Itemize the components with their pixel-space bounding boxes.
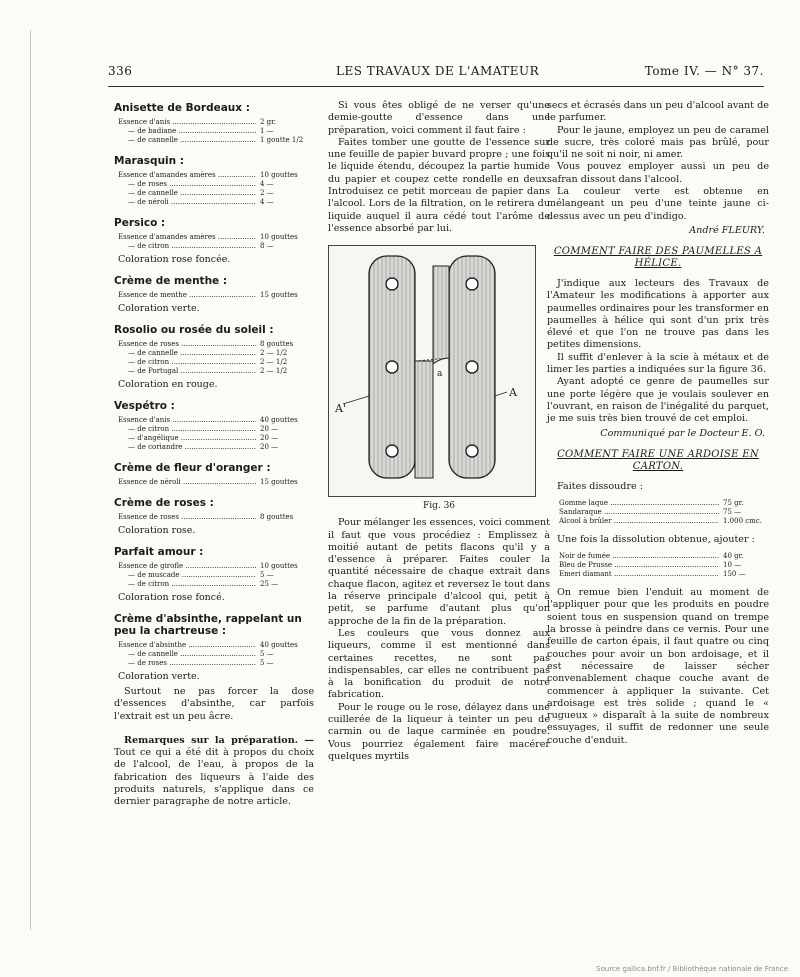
ingredient-row	[118, 434, 314, 443]
ingredient-name: Essence d'amandes amères .....	[118, 171, 256, 180]
label-a: A	[509, 386, 517, 400]
remarques-paragraph	[114, 735, 314, 809]
ingredient-row	[118, 358, 314, 367]
figure-36	[328, 245, 536, 497]
recipe-ingredients	[118, 562, 314, 589]
ingredient-name: Gomme laque .....	[559, 499, 719, 508]
screw-hole	[386, 361, 398, 373]
ingredient-quantity: 1.000 cmc.	[723, 516, 762, 525]
ingredient-name: Alcool à brûler .....	[559, 517, 719, 526]
paragraph: La couleur verte est obtenue en mélangeant un peu d'une teinte jaune ci-dessus avec un peu d'indigo.	[547, 186, 769, 222]
recipe-title: Crème de fleur d'oranger :	[114, 462, 271, 474]
screw-hole	[466, 361, 478, 373]
ingredient-name: Essence de menthe .....	[118, 291, 256, 300]
ingredient-row	[118, 291, 314, 300]
recipe-ingredients	[118, 233, 314, 251]
ingredient-name: — de cannelle .....	[118, 349, 256, 358]
ingredient-quantity: 40 gouttes	[260, 641, 298, 649]
recipe-ingredients	[118, 171, 314, 207]
label-small-a: a	[437, 369, 443, 380]
recipe-title: Crème de roses :	[114, 497, 214, 509]
ingredient-name: — de roses .....	[118, 659, 256, 668]
recipe-note: Coloration verte.	[118, 303, 200, 314]
ingredient-quantity: 1 goutte 1/2	[260, 136, 304, 144]
ingredient-name: — de cannelle .....	[118, 136, 256, 145]
recipe-note: Coloration rose foncé.	[118, 592, 225, 603]
ingredient-quantity: 25 —	[260, 580, 279, 588]
screw-hole	[466, 445, 478, 457]
recipe-ingredients	[118, 416, 314, 452]
ingredient-quantity: 150 —	[723, 570, 746, 579]
ingredient-quantity: 10 gouttes	[260, 233, 298, 241]
ingredient-name: — de citron .....	[118, 580, 256, 589]
screw-hole	[386, 278, 398, 290]
recipe-title: Parfait amour :	[114, 546, 204, 558]
ingredient-row	[559, 517, 769, 526]
recipe-note: Coloration rose foncée.	[118, 254, 231, 265]
ingredient-row	[118, 171, 314, 180]
ingredient-row	[118, 425, 314, 434]
absinthe-advice: Surtout ne pas forcer la dose d'essences d'absinthe, car parfois l'extrait est un peu âcre.	[114, 686, 314, 722]
ingredient-name: Noir de fumée .....	[559, 552, 719, 561]
ingredient-quantity: 2 — 1/2	[260, 367, 288, 375]
screw-hole	[386, 445, 398, 457]
recipe-note: Coloration en rouge.	[118, 379, 218, 390]
ingredient-row	[118, 659, 314, 668]
ingredient-row	[118, 416, 314, 425]
ingredient-row	[118, 127, 314, 136]
ingredient-row	[118, 650, 314, 659]
ingredient-quantity: 2 gr.	[260, 118, 276, 126]
recipe-note: Coloration rose.	[118, 525, 196, 536]
section-title-ardoise: COMMENT FAIRE UNE ARDOISE EN CARTON.	[557, 448, 759, 472]
recipe-title: Vespétro :	[114, 400, 175, 412]
ingredient-row	[118, 513, 314, 522]
page-number: 336	[108, 64, 133, 78]
ingredient-name: Essence d'absinthe .....	[118, 641, 256, 650]
ingredient-name: — de muscade .....	[118, 571, 256, 580]
ingredient-row	[118, 180, 314, 189]
ingredient-quantity: 15 gouttes	[260, 291, 298, 299]
ingredient-quantity: 1 —	[260, 127, 274, 135]
remarques-text: Tout ce qui a été dit à propos du choix de l'alcool, de l'eau, à propos de la fabrication des liqueurs à l'aide des produits naturels, s'applique dans ce dernier paragraphe de notre article.	[114, 747, 314, 808]
ingredient-quantity: 2 — 1/2	[260, 349, 288, 357]
ingredient-name: — de citron .....	[118, 425, 256, 434]
column-middle	[328, 100, 550, 763]
ingredient-name: — de badiane .....	[118, 127, 256, 136]
ingredient-row	[118, 242, 314, 251]
ingredient-quantity: 2 — 1/2	[260, 358, 288, 366]
ingredient-row	[118, 478, 314, 487]
paragraph: Les couleurs que vous donnez aux liqueurs, comme il est mentionné dans certaines recettes, ne sont pas indispensables, car elles ne contribuent pas à la bonification du produit de notre fabrication.	[328, 627, 550, 701]
recipe-ingredients	[118, 641, 314, 668]
ingredient-quantity: 10 —	[723, 561, 742, 570]
page-header	[108, 64, 764, 84]
recipe-title: Rosolio ou rosée du soleil :	[114, 324, 274, 336]
ingredient-name: — de citron .....	[118, 242, 256, 251]
ingredient-name: Essence d'anis .....	[118, 416, 256, 425]
paragraph: Une fois la dissolution obtenue, ajouter :	[557, 533, 755, 545]
author-signature: André FLEURY.	[689, 224, 765, 236]
recipe-ingredients	[118, 291, 314, 300]
ingredient-quantity: 15 gouttes	[260, 478, 298, 486]
ingredient-row	[118, 571, 314, 580]
paragraph: Pour mélanger les essences, voici comment il faut que vous procédiez : Emplissez à moitié autant de petits flacons qu'il y a d'essence à préparer. Faites couler la quantité nécessaire de chaque extrait dans chaque flacon, agitez et reversez le tout dans la réserve principale d'alcool qui, petit à petit, se parfume d'autant plus qu'on approche de la fin de la préparation.	[328, 517, 550, 627]
label-a-prime: A'	[335, 402, 346, 416]
ingredient-quantity: 2 —	[260, 189, 274, 197]
ingredient-name: Essence de roses .....	[118, 513, 256, 522]
column-recipes	[114, 100, 314, 809]
scan-edge	[30, 30, 31, 930]
ingredient-name: — de citron .....	[118, 358, 256, 367]
ingredient-name: — de roses .....	[118, 180, 256, 189]
ingredient-quantity: 5 —	[260, 659, 274, 667]
hinge-knuckle-upper	[433, 266, 449, 364]
ingredient-quantity: 8 —	[260, 242, 274, 250]
ingredient-quantity: 40 gr.	[723, 552, 744, 561]
recipe-note: Coloration verte.	[118, 671, 200, 682]
ingredient-name: Essence d'anis .....	[118, 118, 256, 127]
ingredient-row	[118, 136, 314, 145]
ingredient-row	[559, 499, 769, 508]
ingredient-quantity: 5 —	[260, 571, 274, 579]
ingredient-name: Essence de néroli .....	[118, 478, 256, 487]
ingredient-name: — de cannelle .....	[118, 650, 256, 659]
ingredient-quantity: 4 —	[260, 180, 274, 188]
recipe-title: Persico :	[114, 217, 166, 229]
source-credit: Source gallica.bnf.fr / Bibliothèque nationale de France	[596, 965, 788, 973]
ingredient-row	[559, 508, 769, 517]
ingredient-name: — de Portugal .....	[118, 367, 256, 376]
paragraph: On remue bien l'enduit au moment de l'appliquer pour que les produits en poudre soient tous en suspension quand on trempe la brosse à peindre dans ce vernis. Pour une feuille de carton épais, il faut quatre ou cinq couches pour avoir un bon ardoisage, et il est nécessaire de laisser sécher convenablement chaque couche avant de commencer à appliquer la suivante. Cet ardoisage est très solide ; quand le « rugueux » disparaît à la suite de nombreux essuyages, il suffit de redonner une seule couche d'enduit.	[547, 587, 769, 746]
ingredient-name: — de cannelle .....	[118, 189, 256, 198]
ingredient-quantity: 40 gouttes	[260, 416, 298, 424]
ingredient-row	[118, 443, 314, 452]
ingredient-row	[118, 189, 314, 198]
recipe-ingredients	[118, 118, 314, 145]
paragraph: Ayant adopté ce genre de paumelles sur une porte légère que je voulais soulever en l'ouvrant, en raison de l'inégalité du parquet, je me suis très bien trouvé de cet emploi.	[547, 376, 769, 425]
paragraph: Faites tomber une goutte de l'essence sur une feuille de papier buvard propre ; une fois le liquide étendu, découpez la partie humide du papier et coupez cette rondelle en deux. Introduisez ce petit morceau de papier dans l'alcool. Lors de la filtration, on le retirera du liquide auquel il aura cédé tout l'arôme de l'essence absorbé par lui.	[328, 136, 550, 234]
author-signature: Communiqué par le Docteur E. O.	[600, 427, 765, 439]
ingredient-quantity: 8 gouttes	[260, 340, 294, 348]
column-right	[547, 100, 769, 747]
ingredient-row	[118, 349, 314, 358]
header-rule	[108, 86, 764, 87]
ingredient-name: Essence de girofle .....	[118, 562, 256, 571]
ingredients-table-2	[559, 552, 769, 579]
ingredient-row	[118, 233, 314, 242]
recipe-title: Marasquin :	[114, 155, 184, 167]
ingredient-quantity: 8 gouttes	[260, 513, 294, 521]
recipe-title: Crème d'absinthe, rappelant un peu la chartreuse :	[114, 613, 302, 637]
ingredient-row	[118, 580, 314, 589]
section-title-paumelles: COMMENT FAIRE DES PAUMELLES A HÉLICE.	[553, 245, 763, 269]
ingredient-row	[118, 562, 314, 571]
remarques-heading: Remarques sur la préparation. —	[124, 734, 314, 746]
figure-caption: Fig. 36	[422, 501, 456, 512]
paragraph: Vous pouvez employer aussi un peu de safran dissout dans l'alcool.	[547, 161, 769, 185]
ingredient-name: — de néroli .....	[118, 198, 256, 207]
recipe-ingredients	[118, 513, 314, 522]
ingredient-row	[559, 561, 769, 570]
ingredient-quantity: 75 gr.	[723, 498, 744, 507]
ingredient-quantity: 75 —	[723, 507, 742, 516]
recipe-title: Crème de menthe :	[114, 275, 228, 287]
ingredient-name: Sandaraque .....	[559, 508, 719, 517]
paragraph: Il suffit d'enlever à la scie à métaux et de limer les parties a indiquées sur la figure 36.	[547, 351, 769, 376]
ingredients-table-1	[559, 499, 769, 526]
ingredient-row	[118, 118, 314, 127]
ingredient-row	[118, 198, 314, 207]
ingredient-quantity: 20 —	[260, 425, 279, 433]
hinge-knuckle-lower	[415, 361, 433, 478]
issue-number: Tome IV. — N° 37.	[644, 64, 764, 78]
ingredient-quantity: 20 —	[260, 443, 279, 451]
ingredient-name: Essence de roses .....	[118, 340, 256, 349]
paragraph: J'indique aux lecteurs des Travaux de l'Amateur les modifications à apporter aux paumelles ordinaires pour les transformer en paumelles à hélice qui sont d'un prix très élevé et que l'on ne trouve pas dans les petites dimensions.	[547, 277, 769, 351]
journal-title: LES TRAVAUX DE L'AMATEUR	[336, 64, 540, 78]
paragraph: Pour le rouge ou le rose, délayez dans une cuillerée de la liqueur à teinter un peu de carmin ou de laque carminée en poudre. Vous pourriez également faire macérer quelques myrtils	[328, 701, 550, 762]
recipe-title: Anisette de Bordeaux :	[114, 102, 250, 114]
ingredient-quantity: 10 gouttes	[260, 562, 298, 570]
ingredient-row	[118, 641, 314, 650]
ingredient-name: Emeri diamant .....	[559, 570, 719, 579]
paragraph: Pour le jaune, employez un peu de caramel de sucre, très coloré mais pas brûlé, pour qu'il ne soit ni noir, ni amer.	[547, 124, 769, 161]
ingredient-name: Bleu de Prusse .....	[559, 561, 719, 570]
ingredient-name: Essence d'amandes amères .....	[118, 233, 256, 242]
hinge-illustration	[329, 246, 535, 496]
ingredient-quantity: 10 gouttes	[260, 171, 298, 179]
recipe-ingredients	[118, 478, 314, 487]
ingredient-name: — d'angélique .....	[118, 434, 256, 443]
ingredient-name: — de coriandre .....	[118, 443, 256, 452]
ingredient-quantity: 20 —	[260, 434, 279, 442]
ingredient-row	[559, 570, 769, 579]
recipe-list	[114, 102, 314, 682]
paragraph: Faites dissoudre :	[557, 480, 643, 492]
ingredient-row	[559, 552, 769, 561]
ingredient-quantity: 4 —	[260, 198, 274, 206]
ingredient-quantity: 5 —	[260, 650, 274, 658]
ingredient-row	[118, 340, 314, 349]
recipe-ingredients	[118, 340, 314, 376]
paragraph: secs et écrasés dans un peu d'alcool avant de le parfumer.	[547, 100, 769, 124]
paragraph: Si vous êtes obligé de ne verser qu'une demie-goutte d'essence dans une préparation, voici comment il faut faire :	[328, 100, 550, 136]
screw-hole	[466, 278, 478, 290]
ingredient-row	[118, 367, 314, 376]
